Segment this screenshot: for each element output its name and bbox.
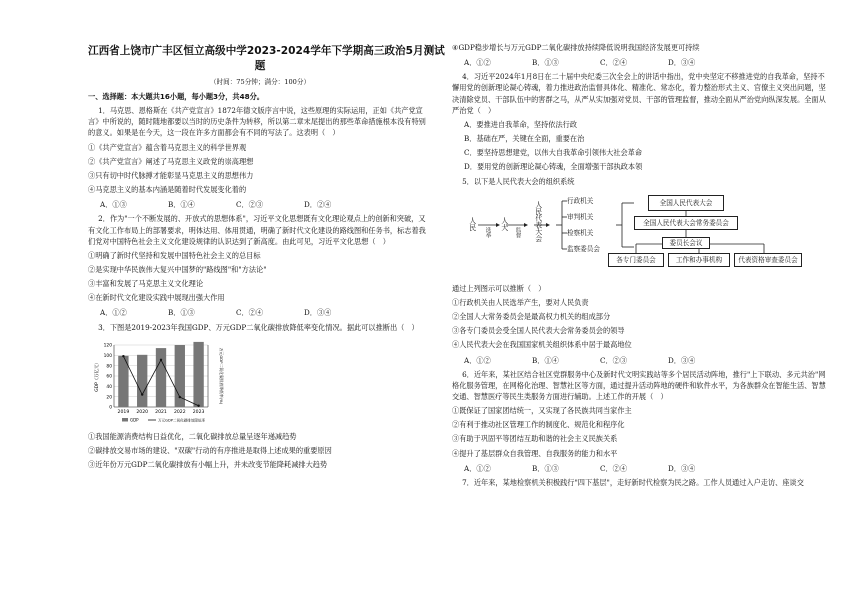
question-stem: 7．近年来，某地检察机关积极践行"四下基层"，走好新时代检察为民之路。工作人员通过入户走访、座谈交: [462, 477, 804, 487]
point: [122, 355, 124, 357]
option: ③各专门委员会受全国人民代表大会常务委员会的领导: [452, 326, 625, 336]
section-heading: 一、选择题：本大题共16小题，每小题3分，共48分。: [88, 91, 264, 101]
gdp-chart: [90, 337, 230, 427]
y-tick-label: 40: [106, 384, 112, 390]
legend-swatch: [122, 418, 128, 422]
answer-choices: [100, 307, 432, 318]
option[interactable]: C．要坚持思想建党，以伟大自我革命引领伟大社会革命: [464, 148, 643, 158]
council-box: 委员长会议: [662, 237, 710, 249]
option: ①《共产党宣言》蕴含着马克思主义的科学世界观: [88, 142, 247, 152]
choice-b[interactable]: B．①④: [168, 200, 195, 210]
choice-d[interactable]: D．③④: [668, 58, 696, 68]
y-tick-label: 20: [106, 395, 112, 401]
answer-choices: [100, 199, 432, 210]
offices-box: 工作和办事机构: [668, 253, 730, 267]
question-4: [452, 71, 830, 172]
question-1: [88, 105, 432, 210]
choice-c[interactable]: C．②④: [600, 463, 628, 473]
y-axis-label: GDP（万亿元）: [95, 360, 100, 392]
option: ②是实现中华民族伟大复兴中国梦的"路线图"和"方法论": [88, 264, 267, 274]
option: ④GDP稳步增长与万元GDP二氧化碳排放持续降低说明我国经济发展更可持续: [452, 43, 700, 52]
option: ①既保证了国家团结统一，又实现了各民族共同当家作主: [452, 406, 632, 416]
point: [179, 396, 181, 398]
option: ④马克思主义的基本内涵是随着时代发展变化着的: [88, 185, 247, 195]
credentials-box: 代表资格审查委员会: [734, 253, 802, 267]
option[interactable]: B．基础在严，关键在全面，重要在治: [464, 134, 585, 144]
choice-a[interactable]: A．①②: [464, 463, 491, 473]
page-title: 江西省上饶市广丰区恒立高级中学2023-2024学年下学期高三政治5月测试 题: [88, 45, 445, 73]
choice-c[interactable]: C．②③: [600, 355, 628, 365]
diagram-npc-full: 人民代表大会: [533, 200, 542, 242]
choice-a[interactable]: A．①②: [464, 58, 491, 68]
npc-box: 全国人民代表大会: [648, 195, 724, 211]
x-tick-label: 2020: [136, 409, 149, 415]
choice-b[interactable]: B．①③: [168, 308, 195, 318]
x-tick-label: 2023: [192, 409, 205, 415]
option: ②碳排放交易市场的建设、"双碳"行动的有序推进是取得上述成果的重要原因: [88, 445, 332, 455]
choice-a[interactable]: A．①②: [464, 355, 491, 365]
diagram-organs: 行政机关 审判机关 检察机关 监察委员会: [567, 193, 616, 257]
npc-standing-box: 全国人民代表大会常务委员会: [634, 216, 738, 230]
choice-b[interactable]: B．①③: [532, 463, 559, 473]
choice-a[interactable]: A．①③: [100, 200, 127, 210]
option: ①我国能源消费结构日益优化，二氧化碳排放总量呈逐年递减趋势: [88, 431, 297, 441]
point: [141, 393, 143, 395]
option: ②《共产党宣言》阐述了马克思主义政党的崇高理想: [88, 156, 254, 166]
exam-meta: （时间：75分钟；满分：100分）: [209, 77, 311, 86]
option: ③近年份万元GDP二氧化碳排放有小幅上升，并未改变节能降耗减排大趋势: [88, 460, 328, 470]
option: ①明确了新时代坚持和发展中国特色社会主义的总目标: [88, 250, 261, 260]
option[interactable]: A．要推进自我革命，坚持依法行政: [464, 119, 578, 129]
x-tick-label: 2021: [155, 409, 167, 415]
y-tick-label: 120: [103, 343, 112, 349]
diagram-npc: 人大: [499, 216, 508, 231]
legend-label: GDP: [130, 417, 139, 423]
choice-c[interactable]: C．②④: [236, 308, 264, 318]
y-tick-label: 80: [106, 364, 112, 370]
option: ④在新时代文化建设实践中展现出强大作用: [88, 293, 225, 303]
option[interactable]: D．要用党的创新理论凝心铸魂，全面增强干部执政本领: [464, 162, 643, 172]
option: ②有利于推动社区管理工作的制度化、规范化和程序化: [452, 420, 625, 430]
y-tick-label: 100: [103, 353, 112, 359]
x-tick-label: 2022: [173, 409, 186, 415]
bar: [137, 355, 147, 407]
question-stem: 3．下图是2019-2023年我国GDP、万元GDP二氧化碳排放降低率变化情况。据此可以推断出（ ）: [98, 322, 419, 332]
option: ①行政机关由人民选举产生，要对人民负责: [452, 297, 589, 307]
option: ③有助于巩固平等团结互助和谐的社会主义民族关系: [452, 434, 618, 444]
y-tick-label: 0: [109, 405, 112, 411]
diagram-people: 人民: [467, 216, 476, 231]
answer-choices: [464, 463, 830, 474]
point: [197, 404, 199, 406]
diagram-supervise: 监督: [514, 226, 521, 238]
option: ③丰富和发展了马克思主义文化理论: [88, 279, 204, 289]
question-7: [452, 477, 830, 488]
question-3: [88, 322, 432, 471]
choice-c[interactable]: C．②④: [600, 58, 628, 68]
option: ③只有切中时代脉搏才能彰显马克思主义的思想伟力: [88, 170, 254, 180]
question-6: [452, 369, 830, 474]
gdp-chart-svg: [90, 337, 230, 427]
bar: [193, 342, 203, 407]
choice-b[interactable]: B．①③: [532, 58, 559, 68]
choice-c[interactable]: C．②③: [236, 200, 264, 210]
answer-choices: [464, 355, 830, 366]
option: ④提升了基层群众自我管理、自我服务的能力和水平: [452, 448, 618, 458]
question-stem: 2．作为"一个不断发展的、开放式的思想体系"，习近平文化思想既有文化理论观点上的创新和突破，又有文化工作布局上的部署要求，明体达用、体用贯通，明确了新时代文化建设的路线图和任务书，标志着我们党对中国特色社会主义文化建设规律的认识达到了新高度。由此可见，习近平文化思想（ ）: [88, 214, 426, 246]
point: [160, 358, 162, 360]
question-2: [88, 213, 432, 318]
choice-d[interactable]: D．③④: [304, 308, 332, 318]
bar: [156, 348, 166, 407]
question-stem: 6．近年来，某社区结合社区党群服务中心及新时代文明实践站等多个居民活动阵地，推行"上下联动、多元共治"网格化服务管理，在网格化治理、智慧社区等方面，通过提升活动阵地的硬件和软件水平，为各族群众在智能生活、智慧交通、智慧医疗等民生类服务方面进行辅助。上述工作的开展（ ）: [452, 369, 826, 401]
diagram-elect: 选举: [484, 226, 491, 238]
choice-d[interactable]: D．③④: [668, 463, 696, 473]
question-stem: 4．习近平2024年1月8日在二十届中央纪委三次全会上的讲话中指出，党中央坚定不移推进党的自我革命，坚持不懈用党的创新理论凝心铸魂，着力推进政治监督具体化、精准化、常态化，着力整治形式主义、官僚主义突出问题，坚决清除党员、干部队伍中的害群之马，从严从实加强对党员、干部的管理监督，推动全面从严治党向纵深发展。全面从严治党（ ）: [452, 72, 826, 115]
option: ④人民代表大会在我国国家机关组织体系中居于最高地位: [452, 340, 632, 350]
option: ②全国人大常务委员会是最高权力机关的组成部分: [452, 312, 611, 322]
choice-d[interactable]: D．③④: [668, 355, 696, 365]
y2-axis-label: 万元GDP二氧化碳排放降低率(%): [219, 347, 224, 404]
question-lead: 通过上列图示可以推断（ ）: [452, 283, 546, 293]
left-column: [88, 0, 445, 472]
x-tick-label: 2019: [117, 409, 130, 415]
choice-d[interactable]: D．②④: [304, 200, 332, 210]
choice-b[interactable]: B．①④: [532, 355, 559, 365]
legend-label: 万元GDP二氧化碳排放降低率: [158, 418, 206, 423]
y-tick-label: 60: [106, 374, 112, 380]
choice-a[interactable]: A．①②: [100, 308, 127, 318]
question-stem: 1．马克思、恩格斯在《共产党宣言》1872年德文版序言中说，这些原理的实际运用，正如《共产党宣言》中所说的，随时随地都要以当时的历史条件为转移，所以第二章末尾提出的那些革命措施根本没有特别的意义。如果是在今天，这一段在许多方面都会有不同的写法了。这表明（ ）: [88, 106, 426, 138]
right-column: [452, 42, 830, 488]
question-5: [452, 176, 830, 366]
question-stem: 5．以下是人民代表大会的组织系统: [462, 176, 575, 186]
answer-choices: [464, 57, 830, 68]
committees-box: 各专门委员会: [608, 253, 664, 267]
npc-org-diagram: [466, 191, 806, 279]
